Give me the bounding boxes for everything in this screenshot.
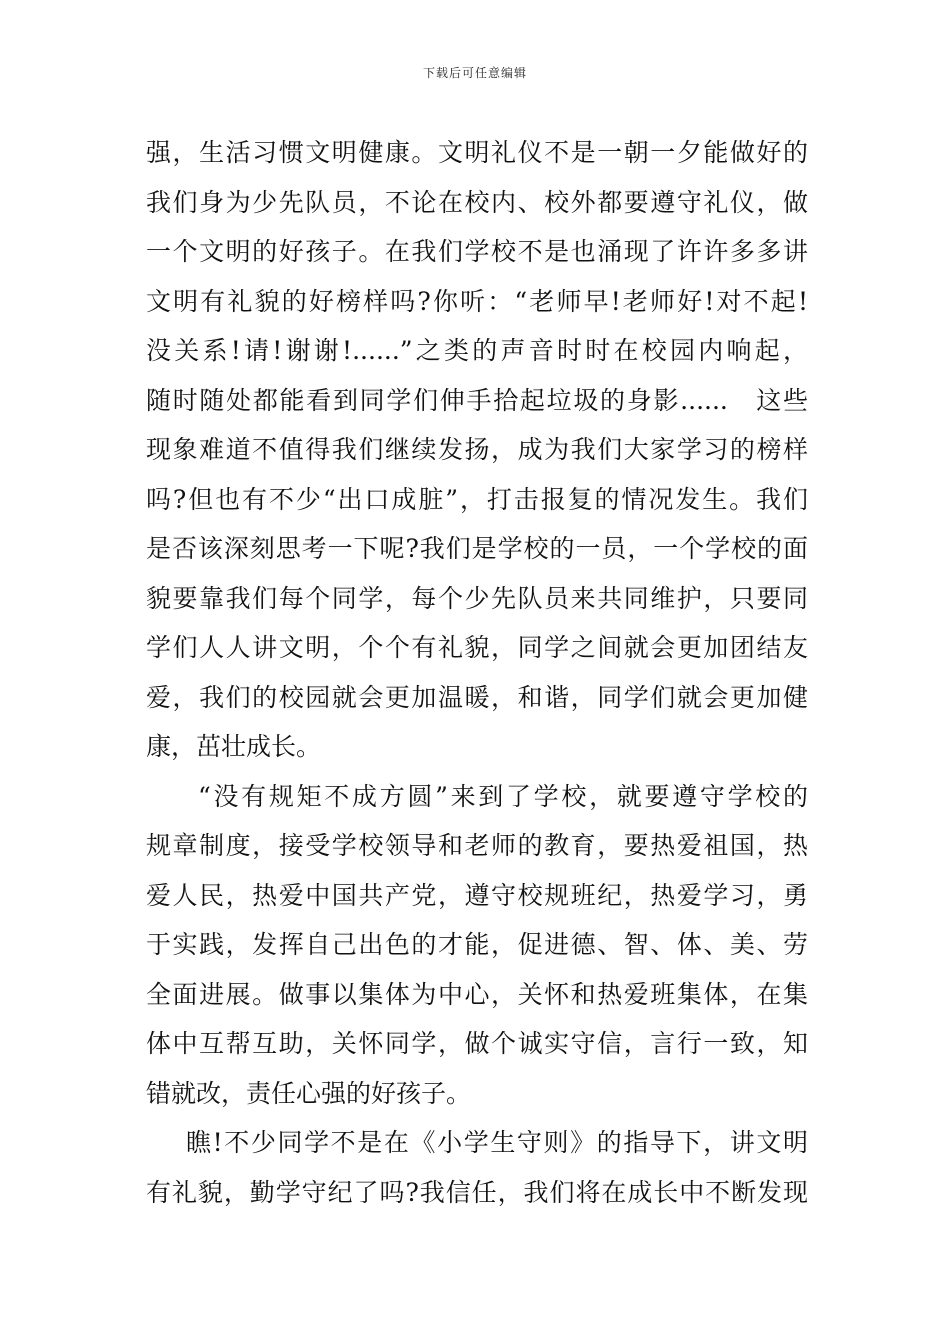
document-body — [146, 128, 808, 1217]
text-line: 吗?但也有不少“出口成脏”，打击报复的情况发生。我们 — [146, 484, 808, 514]
text-line: 有礼貌，勤学守纪了吗?我信任，我们将在成长中不断发现 — [146, 1177, 808, 1207]
text-line: 爱，我们的校园就会更加温暖，和谐，同学们就会更加健 — [146, 682, 808, 712]
text-line: 错就改，责任心强的好孩子。 — [146, 1078, 472, 1108]
text-line: 学们人人讲文明，个个有礼貌，同学之间就会更加团结友 — [146, 633, 808, 662]
text-line: 我们身为少先队员，不论在校内、校外都要遵守礼仪，做 — [146, 187, 808, 217]
text-line: 于实践，发挥自己出色的才能，促进德、智、体、美、劳 — [146, 930, 808, 959]
text-line: 貌要靠我们每个同学，每个少先队员来共同维护，只要同 — [146, 583, 808, 613]
text-line: 规章制度，接受学校领导和老师的教育，要热爱祖国，热 — [146, 831, 808, 860]
text-line: 强，生活习惯文明健康。文明礼仪不是一朝一夕能做好的 — [146, 138, 808, 167]
paragraph-first-line: “没有规矩不成方圆”来到了学校，就要遵守学校的 — [198, 781, 808, 811]
text-line: 爱人民，热爱中国共产党，遵守校规班纪，热爱学习，勇 — [146, 880, 808, 910]
page-header: 下载后可任意编辑 — [422, 66, 527, 80]
text-line: 是否该深刻思考一下呢?我们是学校的一员，一个学校的面 — [146, 534, 808, 563]
text-line: 没关系!请!谢谢!......”之类的声音时时在校园内响起， — [146, 336, 808, 365]
text-line: 全面进展。做事以集体为中心，关怀和热爱班集体，在集 — [146, 979, 808, 1009]
text-line: 体中互帮互助，关怀同学，做个诚实守信，言行一致，知 — [146, 1029, 808, 1058]
text-line: 随时随处都能看到同学们伸手拾起垃圾的身影...... 这些 — [146, 385, 808, 415]
text-line: 现象难道不值得我们继续发扬，成为我们大家学习的榜样 — [146, 435, 808, 464]
text-line: 康，茁壮成长。 — [146, 732, 322, 761]
text-line: 文明有礼貌的好榜样吗?你听：“老师早!老师好!对不起! — [146, 286, 808, 316]
paragraph-first-line: 瞧!不少同学不是在《小学生守则》的指导下，讲文明 — [186, 1128, 808, 1157]
text-line: 一个文明的好孩子。在我们学校不是也涌现了许许多多讲 — [146, 237, 808, 266]
